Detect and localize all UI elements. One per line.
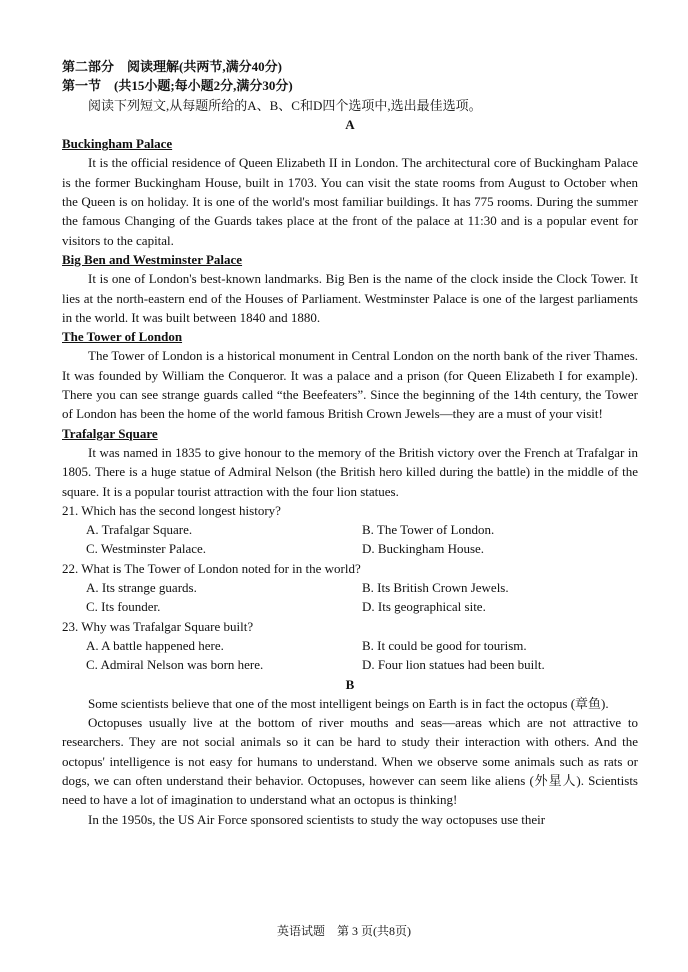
section-heading-tower: The Tower of London [62, 329, 183, 345]
instructions: 阅读下列短文,从每题所给的A、B、C和D四个选项中,选出最佳选项。 [88, 97, 482, 113]
section-text-trafalgar: It was named in 1835 to give honour to the memory of the British victory over the French at Trafalgar in 1805. There is a huge statue of Admiral Nelson (the British hero killed during the battle) in the middle of the square. It is a popular tourist attraction with the four lion statues. [62, 444, 638, 499]
passage-a-label: A [345, 116, 355, 132]
section-heading-trafalgar: Trafalgar Square [62, 425, 158, 441]
passage-b-paragraph-3: In the 1950s, the US Air Force sponsored scientists to study the way octopuses use their [88, 811, 546, 827]
passage-b-label: B [345, 676, 355, 692]
question-22-options [62, 578, 638, 617]
question-21-option-b: B. The Tower of London. [362, 522, 495, 538]
question-22-option-a: A. Its strange guards. [86, 580, 197, 596]
passage-b-paragraph-2: Octopuses usually live at the bottom of river mouths and seas—areas which are not attractive to researchers. They are not social animals so it can be hard to study their interaction with others. And the octopus' intelligence is not easy for humans to understand. When we observe some animals such as rats or dogs, we can often understand their behavior. Octopuses, however can seem like aliens (外星人). Scientists need to have a lot of imagination to understand what an octopus is thinking! [62, 715, 638, 808]
section-heading-buckingham: Buckingham Palace [62, 136, 173, 152]
question-23-stem: 23. Why was Trafalgar Square built? [62, 618, 254, 634]
passage-b-paragraph-1: Some scientists believe that one of the most intelligent beings on Earth is in fact the octopus (章鱼). [88, 695, 609, 711]
exam-page [62, 57, 638, 829]
question-21-option-d: D. Buckingham House. [362, 541, 485, 557]
question-22-option-b: B. Its British Crown Jewels. [362, 580, 509, 596]
question-23-option-c: C. Admiral Nelson was born here. [86, 657, 264, 673]
section-text-buckingham: It is the official residence of Queen Elizabeth II in London. The architectural core of Buckingham Palace is the former Buckingham House, built in 1703. You can visit the state rooms from August to October when the Queen is on holiday. It is one of the world's most familiar buildings. It has 775 rooms. During the summer the famous Changing of the Guards takes place at the front of the palace at 11:30 and is a popular event for visitors to the capital. [62, 155, 638, 248]
subsection-header: 第一节 (共15小题;每小题2分,满分30分) [62, 78, 293, 94]
question-21-option-c: C. Westminster Palace. [86, 541, 207, 557]
question-23-option-a: A. A battle happened here. [86, 637, 224, 653]
question-21-options [62, 520, 638, 559]
question-22-option-d: D. Its geographical site. [362, 599, 486, 615]
question-22-stem: 22. What is The Tower of London noted for in the world? [62, 560, 361, 576]
question-23-option-d: D. Four lion statues had been built. [362, 657, 545, 673]
section-header: 第二部分 阅读理解(共两节,满分40分) [62, 59, 282, 74]
section-heading-big-ben: Big Ben and Westminster Palace [62, 251, 243, 267]
question-21-stem: 21. Which has the second longest history? [62, 502, 281, 518]
section-text-tower: The Tower of London is a historical monument in Central London on the north bank of the river Thames. It was founded by William the Conqueror. It was a palace and a prison (for Queen Elizabeth I for example). There you can see strange guards called “the Beefeaters”. Since the beginning of the 14th century, the Tower of London has been the home of the world famous British Crown Jewels—they are a must of your visit! [62, 348, 638, 422]
page-footer: 英语试题 第 3 页(共8页) [277, 924, 411, 938]
section-text-big-ben: It is one of London's best-known landmarks. Big Ben is the name of the clock inside the Clock Tower. It lies at the north-eastern end of the Houses of Parliament. Westminster Palace is one of the largest parliaments in the world. It was built between 1840 and 1880. [62, 271, 638, 325]
question-23-options [62, 636, 638, 675]
question-23-option-b: B. It could be good for tourism. [362, 637, 527, 653]
question-22-option-c: C. Its founder. [86, 599, 161, 615]
question-21-option-a: A. Trafalgar Square. [86, 522, 193, 538]
